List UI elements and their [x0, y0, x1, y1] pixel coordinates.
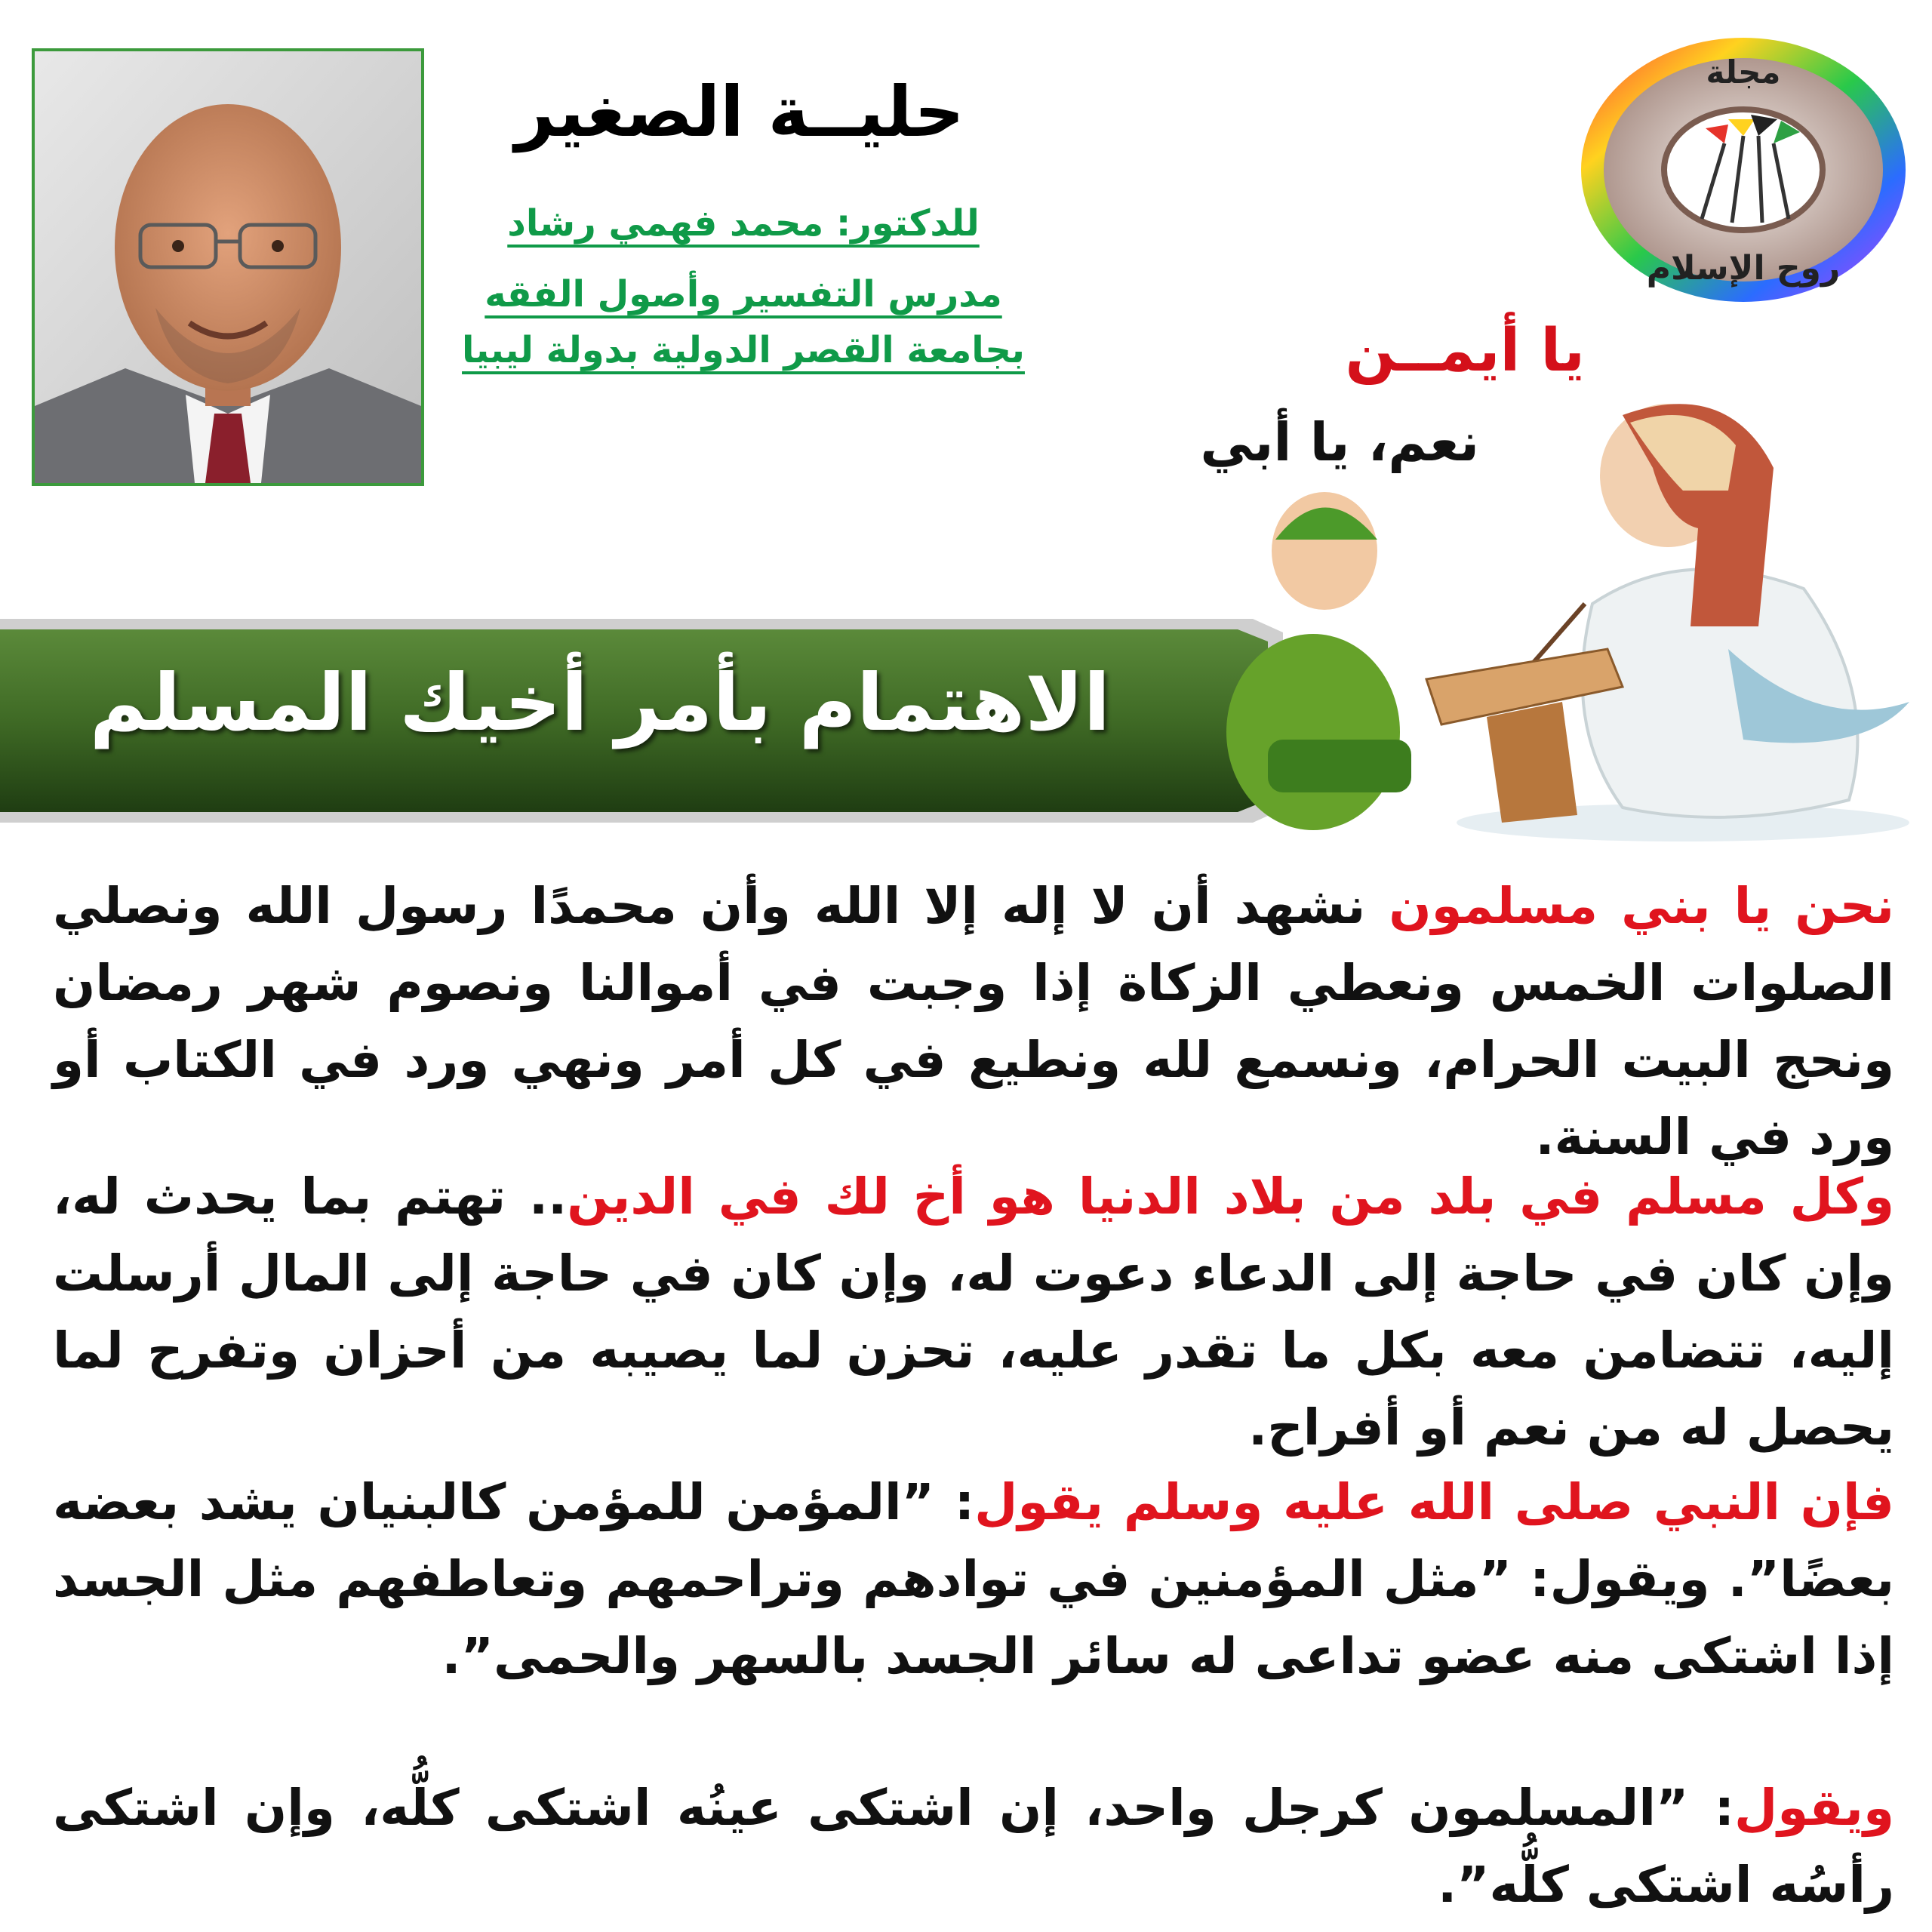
column-title: حليــة الصغير — [515, 72, 964, 152]
author-photo — [32, 48, 424, 486]
author-portrait-image — [35, 51, 421, 483]
author-name: للدكتور: محمد فهمي رشاد — [507, 202, 980, 245]
paragraph-4 — [53, 1770, 1894, 1924]
paragraph-3 — [53, 1464, 1894, 1695]
teacher-child-illustration — [1200, 377, 1917, 845]
logo-top-text: مجلة — [1706, 54, 1781, 91]
logo-bottom-text: روح الإسلام — [1646, 249, 1841, 288]
paragraph-4-text: : ”المسلمون كرجل واحد، إن اشتكى عينُه اشتكى كلُّه، وإن اشتكى رأسُه اشتكى كلُّه”. — [53, 1779, 1894, 1914]
dialogue-call: يا أيمــن — [1345, 317, 1585, 385]
paragraph-1-text: نشهد أن لا إله إلا الله وأن محمدًا رسول الله ونصلي الصلوات الخمس ونعطي الزكاة إذا وجبت في أموالنا ونصوم شهر رمضان ونحج البيت الحرام، ونسمع لله ونطيع في كل أمر ونهي ورد في الكتاب أو ورد في السنة. — [53, 877, 1894, 1166]
paragraph-3-lead: فإن النبي صلى الله عليه وسلم يقول — [974, 1473, 1894, 1531]
paragraph-2-lead: وكل مسلم في بلد من بلاد الدنيا هو أخ لك في الدين — [567, 1168, 1894, 1226]
paragraph-3-text: : ”المؤمن للمؤمن كالبنيان يشد بعضه بعضًا”. ويقول: ”مثل المؤمنين في توادهم وتراحمهم وتعاطفهم مثل الجسد إذا اشتكى منه عضو تداعى له سائر الجسد بالسهر والحمى”. — [53, 1473, 1894, 1685]
paragraph-1-lead: نحن يا بني مسلمون — [1389, 877, 1894, 935]
article-title: الاهتمام بأمر أخيك المسلم — [89, 657, 1111, 749]
author-position: مدرس التفسير وأصول الفقه — [485, 273, 1002, 315]
magazine-logo — [1574, 30, 1913, 309]
paragraph-1 — [53, 868, 1894, 1176]
paragraph-2 — [53, 1158, 1894, 1466]
dialogue-answer: نعم، يا أبي — [1200, 411, 1479, 473]
author-university: بجامعة القصر الدولية بدولة ليبيا — [462, 329, 1025, 371]
paragraph-2-text: .. تهتم بما يحدث له، وإن كان في حاجة إلى الدعاء دعوت له، وإن كان في حاجة إلى المال أرسلت إليه، تتضامن معه بكل ما تقدر عليه، تحزن لما يصيبه من أحزان وتفرح لما يحصل له من نعم أو أفراح. — [53, 1168, 1894, 1457]
paragraph-4-lead: ويقول — [1734, 1779, 1894, 1837]
